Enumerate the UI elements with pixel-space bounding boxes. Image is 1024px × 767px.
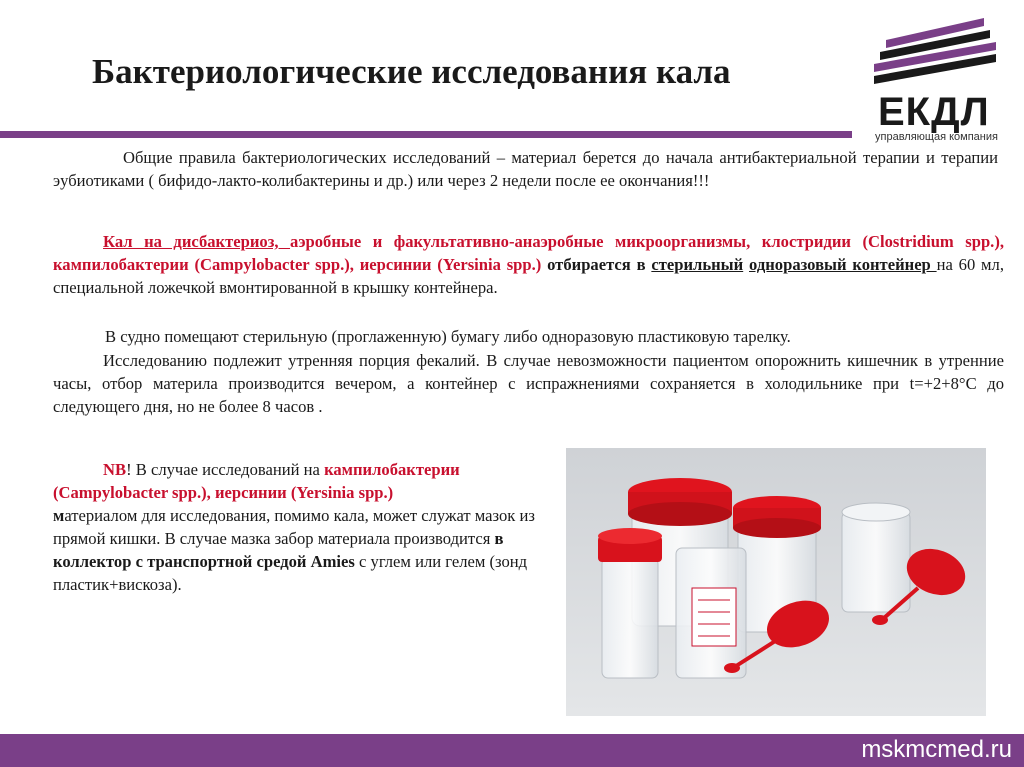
vessel-text: В судно помещают стерильную (проглаженную) бумагу либо одноразовую пластиковую тарелку. [105,327,791,346]
sterile-term: стерильный [651,255,744,274]
vessel-paragraph [53,325,1004,348]
organisms-list: аэробные и факультативно-анаэробные микроорганизмы, клостридии (Clostridium spp.), кампилобактерии (Campylobacter spp.), иерсинии (Yersinia spp.) [53,232,1004,274]
footer-site-link[interactable]: mskmcmed.ru [861,736,1012,763]
logo-wordmark: ЕКДЛ [878,90,990,134]
page-title: Бактериологические исследования кала [92,52,731,91]
footer-bar [0,734,1024,767]
general-rules-paragraph [53,146,998,192]
dysbacteriosis-paragraph [53,230,1004,299]
nb-label: NB [103,460,127,479]
title-divider [0,131,852,138]
morning-portion-text: Исследованию подлежит утренняя порция фекалий. В случае невозможности пациентом опорожнить кишечник в утренние часы, отбор материла производится вечером, а контейнер с испражнениями сохраняется в холодильнике при t=+2+8°С до следующего дня, но не более 8 часов . [53,351,1004,416]
nb-organisms: кампилобактерии (Campylobacter spp.), иерсинии (Yersinia spp.) [53,460,460,502]
dysbacteriosis-term: Кал на дисбактериоз, [103,232,291,251]
logo-subtitle: управляющая компания [875,131,998,143]
container-details: на 60 мл, специальной ложечкой вмонтированной в крышку контейнера. [53,255,1004,297]
amies-collector: в коллектор с транспортной средой Amies [53,529,504,571]
containers-photo [566,448,986,716]
morning-portion-paragraph [53,349,1004,418]
nb-paragraph: NB! В случае исследований на кампилобактерии (Campylobacter spp.), иерсинии (Yersinia spp.) материалом для исследования, помимо кала, может служат мазок из прямой кишки. В случае мазка забор материала производится в коллектор с транспортной средой Amies с углем или гелем (зонд пластик+вискоза). [53,460,535,594]
general-rules-text: Общие правила бактериологических исследований – материал берется до начала антибактериальной терапии и терапии эубиотиками ( бифидо-лакто-колибактерины и др.) или через 2 недели после ее окончания!!! [53,148,998,190]
collection-text: отбирается в [541,255,652,274]
container-term: одноразовый контейнер [749,255,937,274]
